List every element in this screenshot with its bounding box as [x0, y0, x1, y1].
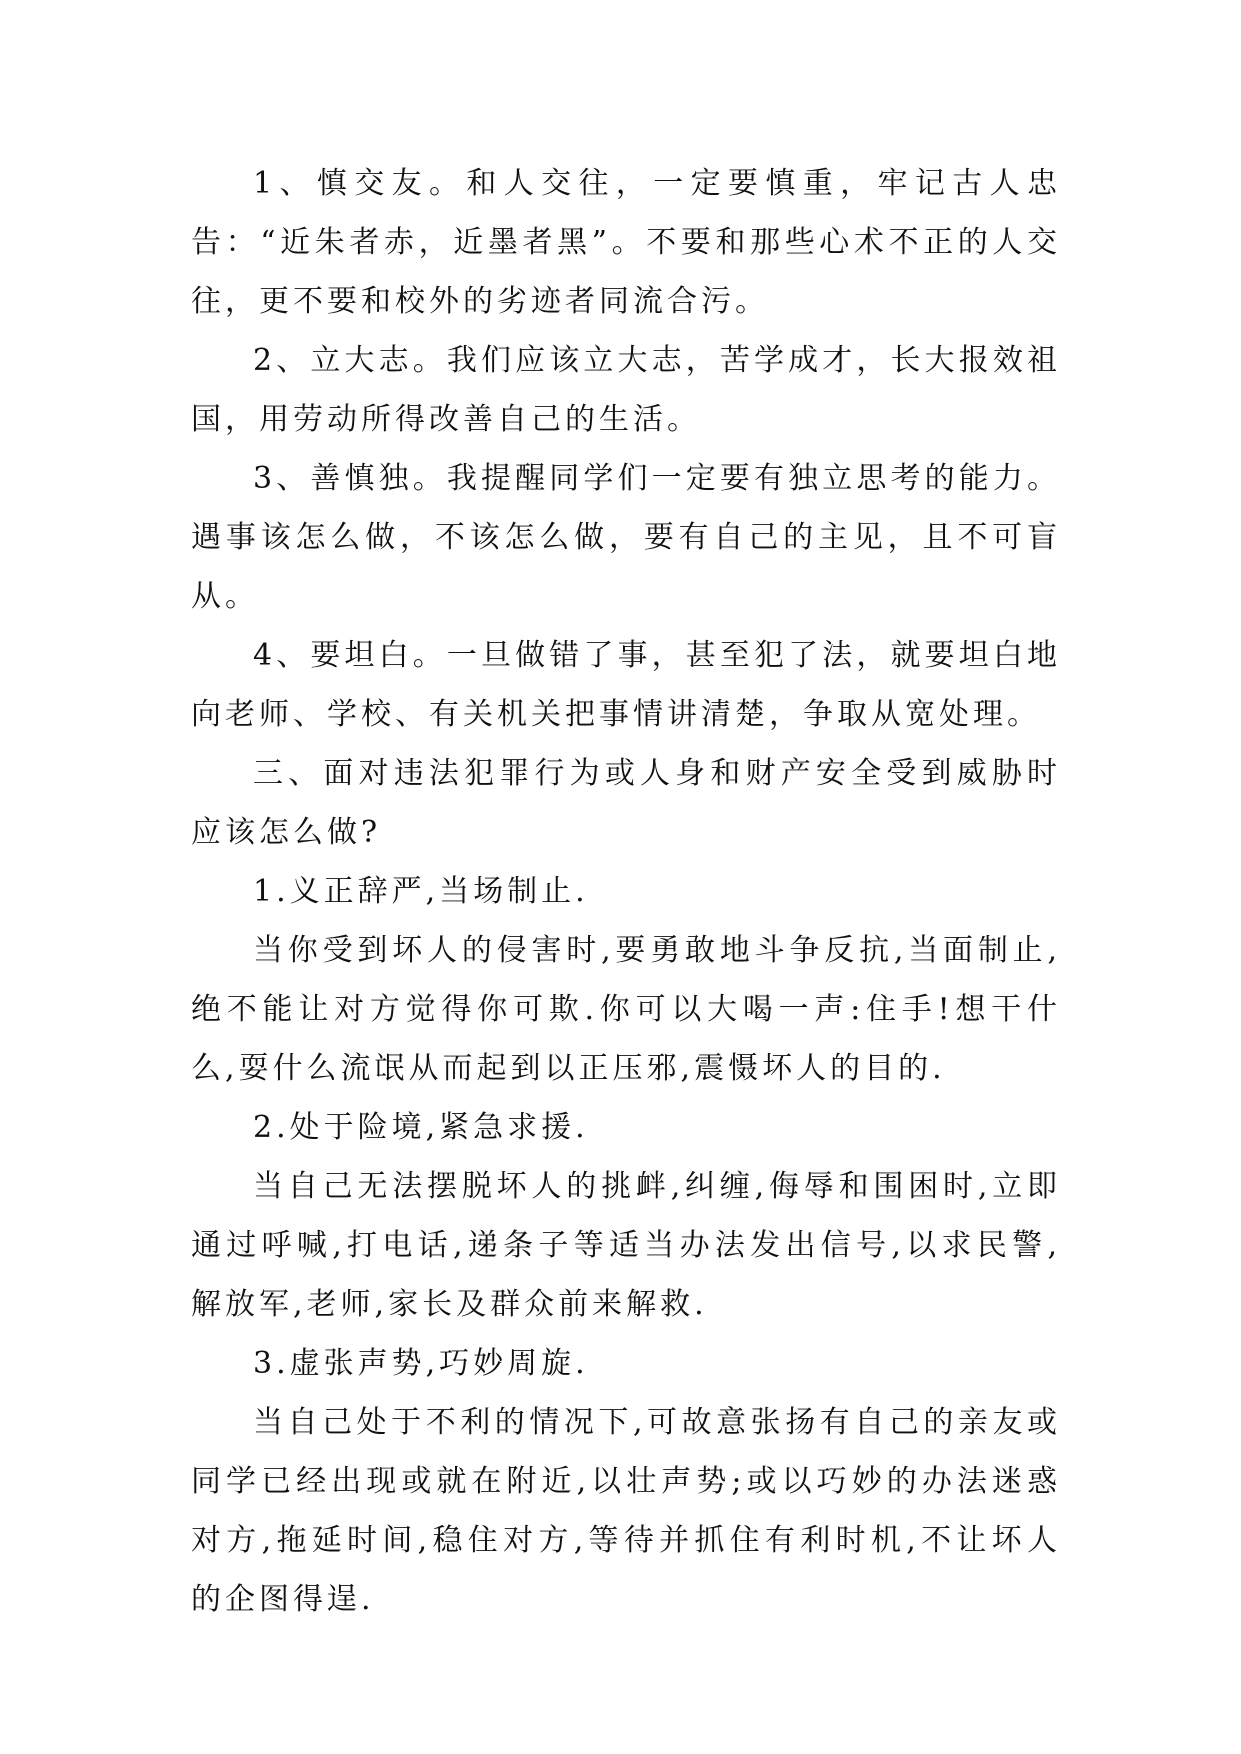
paragraph-subsection-3: 当自己处于不利的情况下,可故意张扬有自己的亲友或同学已经出现或就在附近,以壮声势;或以巧妙的办法迷惑对方,拖延时间,稳住对方,等待并抓住有利时机,不让坏人的企图得逞. — [191, 1405, 1061, 1617]
subheading-1: 1.义正辞严,当场制止. — [253, 874, 589, 909]
paragraph-tip-1: 1、慎交友。和人交往，一定要慎重，牢记古人忠告：“近朱者赤，近墨者黑”。不要和那些心术不正的人交往，更不要和校外的劣迹者同流合污。 — [191, 166, 1061, 319]
document-body — [191, 154, 1061, 1629]
paragraph-tip-2: 2、立大志。我们应该立大志，苦学成才，长大报效祖国，用劳动所得改善自己的生活。 — [191, 343, 1061, 437]
paragraph-subsection-1: 当你受到坏人的侵害时,要勇敢地斗争反抗,当面制止,绝不能让对方觉得你可欺.你可以大喝一声:住手!想干什么,耍什么流氓从而起到以正压邪,震慑坏人的目的. — [191, 933, 1061, 1086]
subheading-2: 2.处于险境,紧急求援. — [253, 1110, 589, 1145]
paragraph-tip-4: 4、要坦白。一旦做错了事，甚至犯了法，就要坦白地向老师、学校、有关机关把事情讲清楚，争取从宽处理。 — [191, 638, 1061, 732]
paragraph-subsection-2: 当自己无法摆脱坏人的挑衅,纠缠,侮辱和围困时,立即通过呼喊,打电话,递条子等适当办法发出信号,以求民警,解放军,老师,家长及群众前来解救. — [191, 1169, 1061, 1322]
section-heading-3: 三、面对违法犯罪行为或人身和财产安全受到威胁时应该怎么做? — [191, 756, 1061, 850]
subheading-3: 3.虚张声势,巧妙周旋. — [253, 1346, 589, 1381]
paragraph-tip-3: 3、善慎独。我提醒同学们一定要有独立思考的能力。遇事该怎么做，不该怎么做，要有自己的主见，且不可盲从。 — [191, 461, 1061, 614]
